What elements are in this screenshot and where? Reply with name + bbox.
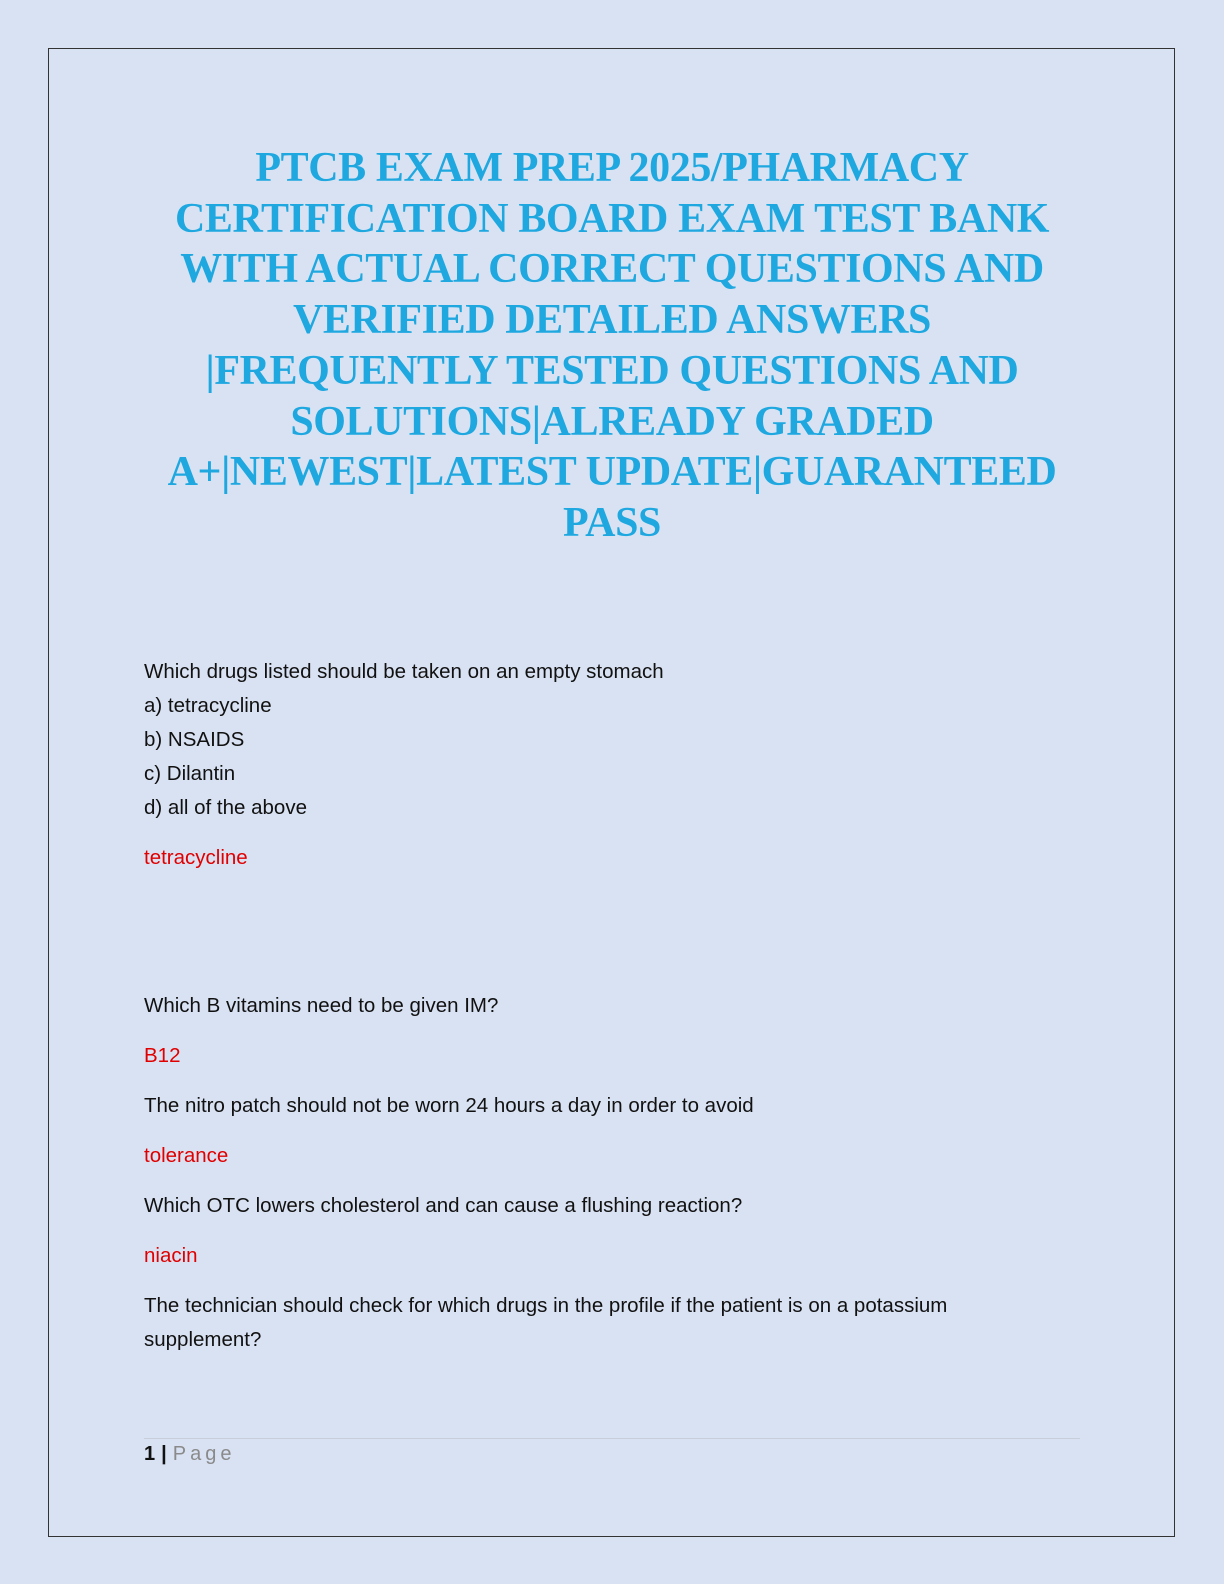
answer-text: B12 xyxy=(144,1044,181,1067)
answer-option: b) NSAIDS xyxy=(144,728,245,751)
footer-divider xyxy=(144,1438,1080,1439)
answer-option: a) tetracycline xyxy=(144,694,272,717)
question-text: Which OTC lowers cholesterol and can cause a flushing reaction? xyxy=(144,1194,743,1217)
title-line: |FREQUENTLY TESTED QUESTIONS AND xyxy=(205,347,1019,394)
answer-text: tolerance xyxy=(144,1144,229,1167)
title-line: VERIFIED DETAILED ANSWERS xyxy=(292,297,932,344)
answer-option: d) all of the above xyxy=(144,796,307,819)
question-text: The nitro patch should not be worn 24 hours a day in order to avoid xyxy=(144,1094,754,1117)
page-footer xyxy=(144,1440,235,1468)
document-title xyxy=(130,143,1094,549)
answer-text: tetracycline xyxy=(144,846,248,869)
question-text: Which B vitamins need to be given IM? xyxy=(144,994,499,1017)
page-number: 1 xyxy=(144,1443,156,1465)
question-text: The technician should check for which drugs in the profile if the patient is on a potassium xyxy=(144,1294,948,1317)
question-list xyxy=(144,655,1074,1357)
question-text: Which drugs listed should be taken on an empty stomach xyxy=(144,660,664,683)
question-text: supplement? xyxy=(144,1328,262,1351)
page-label: Page xyxy=(172,1443,236,1465)
title-line: PTCB EXAM PREP 2025/PHARMACY xyxy=(255,145,969,191)
answer-text: niacin xyxy=(144,1244,198,1267)
answer-option: c) Dilantin xyxy=(144,762,236,785)
title-line: CERTIFICATION BOARD EXAM TEST BANK xyxy=(174,195,1050,242)
title-line: A+|NEWEST|LATEST UPDATE|GUARANTEED xyxy=(167,449,1057,496)
title-line: PASS xyxy=(563,499,661,546)
title-line: WITH ACTUAL CORRECT QUESTIONS AND xyxy=(180,246,1044,293)
title-line: SOLUTIONS|ALREADY GRADED xyxy=(290,398,934,445)
footer-separator: | xyxy=(161,1443,167,1465)
